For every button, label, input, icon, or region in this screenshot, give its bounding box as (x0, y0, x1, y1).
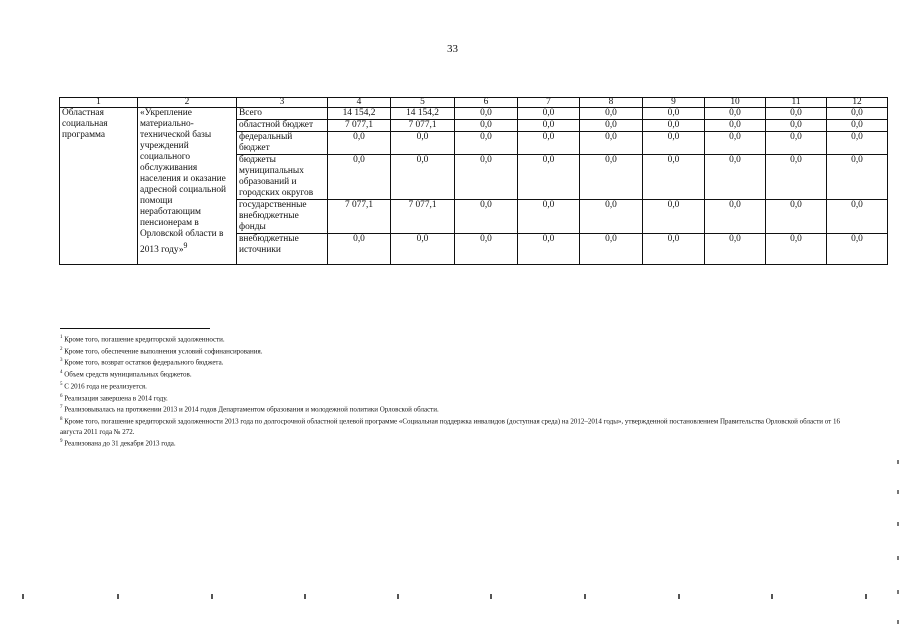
footnote (60, 403, 840, 415)
value-cell: 0,0 (518, 120, 580, 132)
value-cell: 0,0 (455, 155, 518, 200)
funding-source-cell: Всего (237, 108, 328, 120)
scan-mark (304, 594, 306, 599)
column-header: 9 (643, 98, 705, 108)
value-cell: 0,0 (518, 200, 580, 234)
scan-mark (397, 594, 399, 599)
scan-punch-marks (0, 594, 905, 606)
scan-mark (584, 594, 586, 599)
value-cell: 0,0 (643, 200, 705, 234)
value-cell: 0,0 (705, 132, 766, 155)
scan-edge-marks (897, 460, 901, 630)
column-header: 4 (328, 98, 391, 108)
footnote (60, 368, 840, 380)
column-header: 6 (455, 98, 518, 108)
value-cell: 0,0 (580, 234, 643, 265)
value-cell: 0,0 (827, 234, 888, 265)
footnote-text: Кроме того, погашение кредиторской задолженности. (64, 335, 225, 344)
scan-mark (211, 594, 213, 599)
funding-source-cell: государственные внебюджетные фонды (237, 200, 328, 234)
footnote-number: 4 (60, 370, 63, 376)
value-cell: 0,0 (766, 155, 827, 200)
scan-mark (678, 594, 680, 599)
value-cell: 0,0 (580, 155, 643, 200)
table-row (60, 108, 888, 120)
column-header: 3 (237, 98, 328, 108)
scan-mark (897, 590, 899, 594)
funding-source-cell: областной бюджет (237, 120, 328, 132)
value-cell: 0,0 (643, 108, 705, 120)
footnote-text: Реализация завершена в 2014 году. (64, 394, 168, 402)
value-cell: 0,0 (580, 132, 643, 155)
value-cell: 0,0 (643, 234, 705, 265)
scan-mark (490, 594, 492, 599)
value-cell: 0,0 (766, 108, 827, 120)
footnote-ref: 9 (183, 241, 188, 250)
value-cell: 0,0 (455, 108, 518, 120)
program-name-text: «Укрепление материально-технической базы учреждений социального обслуживания населения и оказание адресной социальной помощи неработающим пенсионерам в Орловской области в 2013 году» (140, 108, 227, 256)
value-cell: 0,0 (766, 200, 827, 234)
column-header: 7 (518, 98, 580, 108)
footnote-number: 3 (60, 358, 63, 364)
value-cell: 0,0 (328, 234, 391, 265)
value-cell: 0,0 (705, 155, 766, 200)
funding-source-cell: внебюджетные источники (237, 234, 328, 265)
program-type-cell: Областная социальная программа (60, 108, 138, 265)
footnote-number: 6 (60, 393, 63, 399)
scan-mark (117, 594, 119, 599)
footnote-number: 9 (60, 439, 63, 445)
footnote (60, 437, 840, 449)
value-cell: 14 154,2 (391, 108, 455, 120)
footnote-separator (60, 328, 210, 329)
scan-mark (897, 522, 899, 526)
footnote-number: 5 (60, 381, 63, 387)
footnote-number: 2 (60, 346, 63, 352)
column-header: 2 (138, 98, 237, 108)
scan-mark (897, 490, 899, 494)
page-number: 33 (447, 43, 458, 55)
value-cell: 0,0 (643, 155, 705, 200)
footnote (60, 356, 840, 368)
footnote (60, 380, 840, 392)
budget-table (59, 97, 888, 265)
scan-mark (771, 594, 773, 599)
value-cell: 0,0 (455, 234, 518, 265)
value-cell: 7 077,1 (328, 120, 391, 132)
footnote-number: 7 (60, 405, 63, 411)
column-header: 5 (391, 98, 455, 108)
scan-mark (897, 620, 899, 624)
value-cell: 0,0 (455, 120, 518, 132)
value-cell: 0,0 (391, 234, 455, 265)
footnotes (60, 333, 840, 449)
footnote (60, 415, 840, 437)
scan-mark (22, 594, 24, 599)
footnote-text: Кроме того, погашение кредиторской задолженности 2013 года по долгосрочной областной целевой программе «Социальная поддержка инвалидов (доступная среда) на 2012–2014 годы», утвержденной постановлением Правительства Орловской области от 16 августа 2011 года № 272. (60, 417, 840, 436)
value-cell: 0,0 (705, 108, 766, 120)
column-header: 1 (60, 98, 138, 108)
value-cell: 0,0 (455, 200, 518, 234)
footnote-text: Кроме того, обеспечение выполнения условий софинансирования. (64, 347, 263, 356)
value-cell: 0,0 (391, 155, 455, 200)
footnote (60, 333, 840, 345)
column-header: 10 (705, 98, 766, 108)
value-cell: 0,0 (580, 120, 643, 132)
value-cell: 0,0 (827, 120, 888, 132)
column-header: 8 (580, 98, 643, 108)
value-cell: 0,0 (705, 200, 766, 234)
value-cell: 0,0 (580, 200, 643, 234)
value-cell: 0,0 (518, 234, 580, 265)
footnote-text: Объем средств муниципальных бюджетов. (64, 370, 192, 379)
footnote-text: Реализовывалась на протяжении 2013 и 2014 годов Департаментом образования и молодежной политики Орловской области. (64, 405, 439, 414)
value-cell: 0,0 (705, 120, 766, 132)
column-header: 12 (827, 98, 888, 108)
funding-source-cell: федеральный бюджет (237, 132, 328, 155)
value-cell: 0,0 (518, 108, 580, 120)
scan-mark (897, 460, 899, 464)
footnote-number: 1 (60, 335, 63, 340)
value-cell: 0,0 (328, 155, 391, 200)
value-cell: 0,0 (455, 132, 518, 155)
footnote-text: С 2016 года не реализуется. (64, 382, 147, 391)
value-cell: 0,0 (827, 108, 888, 120)
scan-mark (865, 594, 867, 599)
value-cell: 0,0 (328, 132, 391, 155)
value-cell: 0,0 (643, 132, 705, 155)
header-row (60, 98, 888, 108)
value-cell: 7 077,1 (391, 120, 455, 132)
value-cell: 0,0 (766, 234, 827, 265)
value-cell: 0,0 (827, 200, 888, 234)
footnote (60, 392, 840, 404)
column-header: 11 (766, 98, 827, 108)
funding-source-cell: бюджеты муниципальных образований и городских округов (237, 155, 328, 200)
scan-mark (897, 556, 899, 560)
value-cell: 0,0 (391, 132, 455, 155)
value-cell: 0,0 (518, 132, 580, 155)
value-cell: 7 077,1 (328, 200, 391, 234)
footnote (60, 345, 840, 357)
value-cell: 0,0 (518, 155, 580, 200)
program-name-cell (138, 108, 237, 265)
value-cell: 0,0 (766, 132, 827, 155)
value-cell: 0,0 (766, 120, 827, 132)
value-cell: 0,0 (827, 132, 888, 155)
footnote-text: Кроме того, возврат остатков федерального бюджета. (64, 358, 224, 367)
value-cell: 14 154,2 (328, 108, 391, 120)
value-cell: 0,0 (643, 120, 705, 132)
footnote-text: Реализована до 31 декабря 2013 года. (64, 439, 176, 448)
footnote-number: 8 (60, 417, 63, 423)
value-cell: 0,0 (705, 234, 766, 265)
value-cell: 7 077,1 (391, 200, 455, 234)
value-cell: 0,0 (827, 155, 888, 200)
value-cell: 0,0 (580, 108, 643, 120)
